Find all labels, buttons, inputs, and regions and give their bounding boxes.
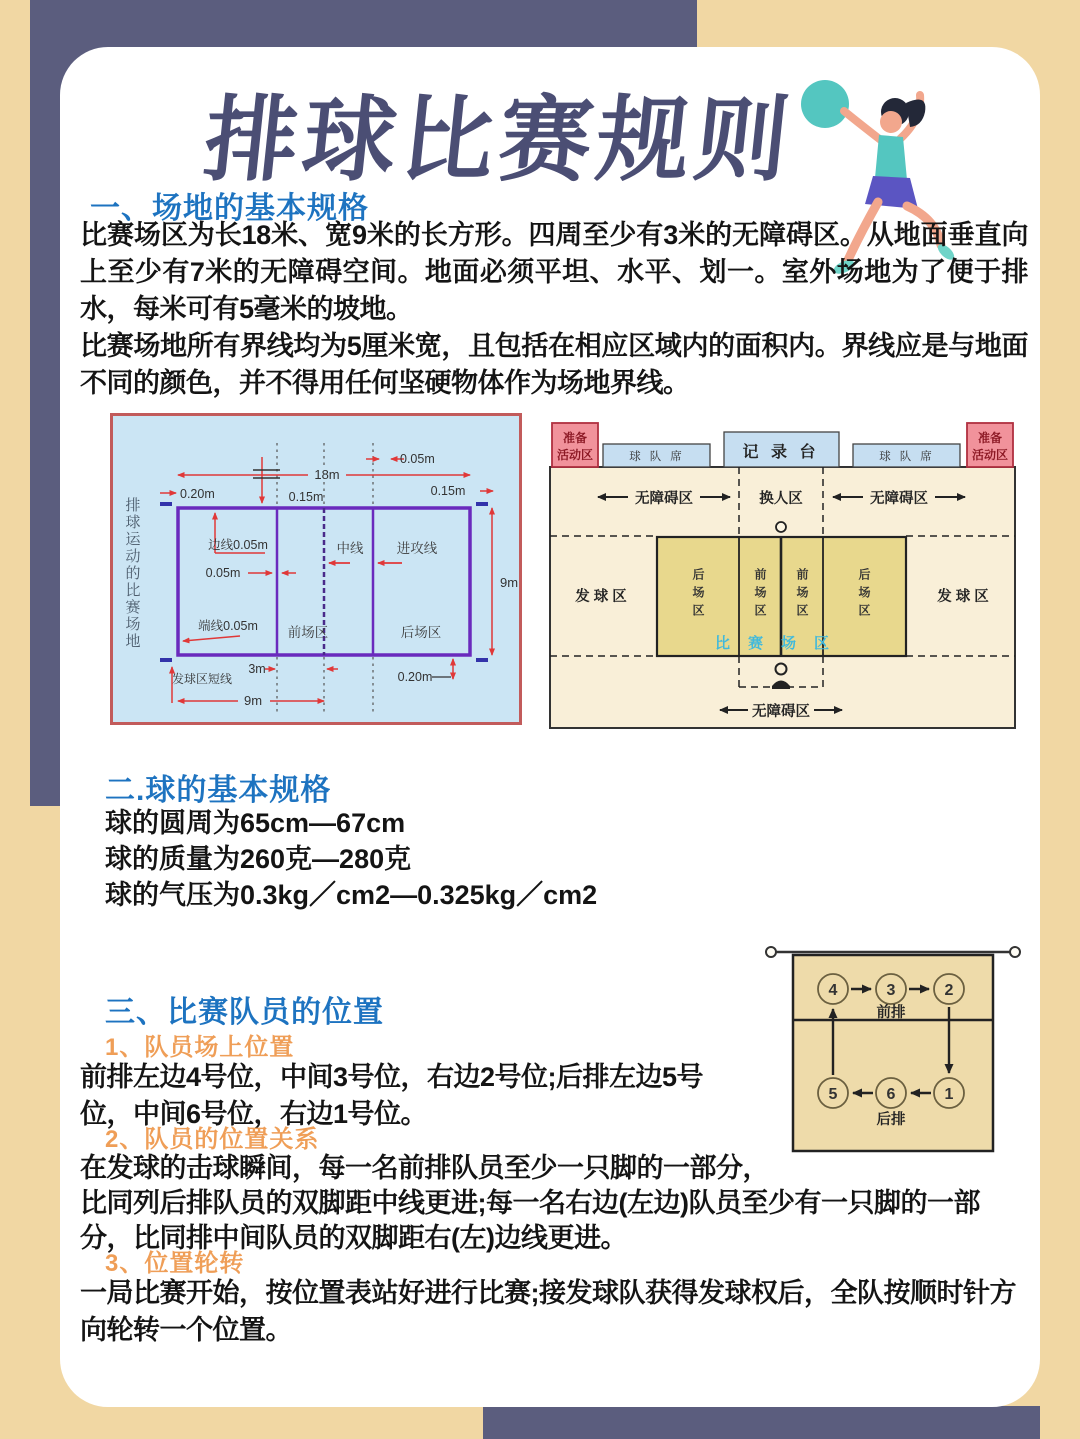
svg-text:发球区短线: 发球区短线 — [171, 672, 233, 686]
svg-text:2: 2 — [944, 982, 954, 999]
svg-text:活动区: 活动区 — [556, 448, 594, 462]
ball-circumference: 球的圆周为65cm—67cm — [105, 808, 406, 838]
court-zones-diagram — [548, 415, 1018, 730]
section3-sub3-body: 一局比赛开始，按位置表站好进行比赛;接发球队获得发球权后，全队按顺时针方向轮转一个位置。 — [80, 1278, 1016, 1345]
page-title: 排球比赛规则 — [199, 88, 799, 192]
section3-sub3-heading: 3、位置轮转 — [105, 1250, 245, 1277]
volleyball-icon — [801, 80, 849, 128]
svg-text:0.05m: 0.05m — [400, 452, 435, 466]
background-purple-block-bottom — [483, 1406, 1040, 1439]
svg-text:后场区: 后场区 — [400, 625, 442, 640]
svg-text:活动区: 活动区 — [971, 448, 1009, 462]
rotation-diagram — [763, 940, 1023, 1158]
ball-weight: 球的质量为260克—280克 — [105, 844, 412, 874]
svg-text:0.20m: 0.20m — [180, 487, 215, 501]
svg-text:3m: 3m — [248, 662, 266, 676]
svg-text:准备: 准备 — [562, 431, 588, 445]
svg-text:无障碍区: 无障碍区 — [635, 491, 693, 507]
svg-text:1: 1 — [944, 1086, 954, 1103]
svg-text:球队席: 球队席 — [629, 451, 691, 463]
svg-text:准备: 准备 — [977, 431, 1003, 445]
svg-text:3: 3 — [886, 982, 896, 999]
svg-text:0.15m: 0.15m — [288, 490, 324, 504]
section1-para2: 比赛场地所有界线均为5厘米宽，且包括在相应区域内的面积内。界线应是与地面不同的颜色，并不得用任何坚硬物体作为场地界线。 — [80, 331, 1028, 398]
section3-sub2-heading: 2、队员的位置关系 — [105, 1126, 320, 1153]
section1-heading: 一、场地的基本规格 — [90, 192, 369, 225]
svg-text:中线: 中线 — [336, 541, 364, 556]
svg-text:端线0.05m: 端线0.05m — [198, 619, 258, 633]
section3-sub2-body: 在发球的击球瞬间，每一名前排队员至少一只脚的一部分， 比同列后排队员的双脚距中线更进;每一名右边(左边)队员至少有一只脚的一部分，比同排中间队员的双脚距右(左)边线更进。 — [80, 1153, 980, 1253]
svg-text:0.15m: 0.15m — [430, 484, 466, 498]
section3-sub1-heading: 1、队员场上位置 — [105, 1034, 295, 1061]
section3-heading: 三、比赛队员的位置 — [105, 996, 384, 1029]
svg-text:18m: 18m — [314, 467, 340, 482]
ball-pressure: 球的气压为0.3kg／cm2—0.325kg／cm2 — [105, 880, 598, 910]
svg-text:发 球 区: 发 球 区 — [575, 589, 627, 605]
content-card — [60, 47, 1040, 1407]
section2-heading: 二.球的基本规格 — [105, 774, 332, 807]
svg-text:0.20m: 0.20m — [397, 670, 433, 684]
svg-text:6: 6 — [886, 1086, 896, 1103]
svg-text:后排: 后排 — [876, 1112, 906, 1128]
svg-text:前场区: 前场区 — [795, 568, 809, 622]
svg-text:4: 4 — [828, 982, 838, 999]
svg-text:后场区: 后场区 — [857, 568, 871, 622]
svg-text:9m: 9m — [243, 693, 263, 708]
svg-text:前排: 前排 — [876, 1005, 906, 1021]
svg-text:记 录 台: 记 录 台 — [742, 444, 820, 461]
section3-sub1-body: 前排左边4号位，中间3号位，右边2号位;后排左边5号位，中间6号位，右边1号位。 — [80, 1062, 704, 1129]
svg-text:无障碍区: 无障碍区 — [870, 491, 928, 507]
section2-body — [105, 805, 597, 913]
svg-text:比赛场区: 比赛场区 — [714, 635, 848, 652]
section1-para1: 比赛场区为长18米、宽9米的长方形。四周至少有3米的无障碍区。从地面垂直向上至少有7米的无障碍空间。地面必须平坦、水平、划一。室外场地为了便于排水，每米可有5毫米的坡地。 — [80, 220, 1028, 324]
svg-text:球队席: 球队席 — [879, 451, 941, 463]
svg-text:边线0.05m: 边线0.05m — [208, 538, 268, 552]
court-dimension-diagram — [110, 413, 522, 725]
svg-text:前场区: 前场区 — [287, 625, 329, 640]
svg-text:5: 5 — [828, 1086, 838, 1103]
svg-text:0.05m: 0.05m — [205, 566, 241, 580]
svg-text:换人区: 换人区 — [759, 491, 803, 507]
svg-text:9m: 9m — [500, 575, 519, 590]
svg-text:无障碍区: 无障碍区 — [752, 704, 810, 720]
section1-body — [80, 217, 1028, 402]
court-diagram-side-label: 排球运动的比赛场地 — [123, 497, 141, 650]
svg-text:发 球 区: 发 球 区 — [937, 589, 989, 605]
svg-text:前场区: 前场区 — [753, 568, 767, 622]
svg-text:进攻线: 进攻线 — [396, 541, 438, 556]
svg-text:后场区: 后场区 — [691, 568, 705, 622]
